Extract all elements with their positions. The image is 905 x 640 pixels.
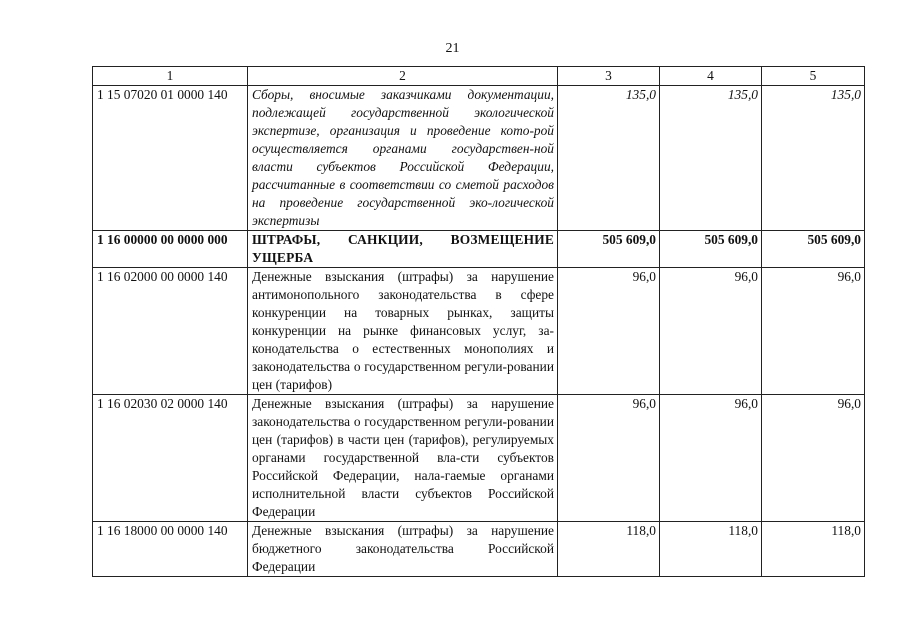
row-code: 1 15 07020 01 0000 140 <box>93 86 248 231</box>
row-description: Денежные взыскания (штрафы) за нарушение законодательства о государственном регули-ровании цен (тарифов) в части цен (тарифов), регулируемых органами государственной вла-сти субъектов Российской Федерации, нала-гаемые органами исполнительной власти субъектов Российской Федерации <box>248 395 558 522</box>
page-number: 21 <box>445 41 460 56</box>
column-header-2: 2 <box>248 67 558 86</box>
column-header-3: 3 <box>558 67 660 86</box>
column-header-1: 1 <box>93 67 248 86</box>
row-value-col3: 505 609,0 <box>558 231 660 268</box>
row-value-col5: 96,0 <box>762 395 865 522</box>
column-header-4: 4 <box>660 67 762 86</box>
row-code: 1 16 00000 00 0000 000 <box>93 231 248 268</box>
row-description: Денежные взыскания (штрафы) за нарушение антимонопольного законодательства в сфере конкуренции на товарных рынках, защиты конкуренции на рынке финансовых услуг, за-конодательства о естественных монополиях и законодательства о государственном регули-ровании цен (тарифов) <box>248 268 558 395</box>
table-row <box>93 86 865 231</box>
row-value-col4: 135,0 <box>660 86 762 231</box>
row-value-col3: 135,0 <box>558 86 660 231</box>
row-value-col4: 96,0 <box>660 395 762 522</box>
table-header-row <box>93 67 865 86</box>
row-code: 1 16 18000 00 0000 140 <box>93 522 248 577</box>
row-value-col5: 135,0 <box>762 86 865 231</box>
row-code: 1 16 02030 02 0000 140 <box>93 395 248 522</box>
row-value-col4: 96,0 <box>660 268 762 395</box>
row-value-col3: 118,0 <box>558 522 660 577</box>
table-row <box>93 231 865 268</box>
row-value-col4: 505 609,0 <box>660 231 762 268</box>
row-value-col5: 505 609,0 <box>762 231 865 268</box>
row-value-col3: 96,0 <box>558 268 660 395</box>
row-description: Сборы, вносимые заказчиками документации, подлежащей государственной экологической экспертизе, организация и проведение кото-рой осуществляется органами государствен-ной власти субъектов Российской Федерации, рассчитанные в соответствии со сметой расходов на проведение государственной эко-логической экспертизы <box>248 86 558 231</box>
budget-table <box>92 66 865 577</box>
row-value-col4: 118,0 <box>660 522 762 577</box>
row-description: Денежные взыскания (штрафы) за нарушение бюджетного законодательства Российской Федерации <box>248 522 558 577</box>
row-value-col5: 96,0 <box>762 268 865 395</box>
row-value-col3: 96,0 <box>558 395 660 522</box>
row-value-col5: 118,0 <box>762 522 865 577</box>
table-row <box>93 522 865 577</box>
table-row <box>93 395 865 522</box>
row-description: ШТРАФЫ, САНКЦИИ, ВОЗМЕЩЕНИЕ УЩЕРБА <box>248 231 558 268</box>
column-header-5: 5 <box>762 67 865 86</box>
table-row <box>93 268 865 395</box>
row-code: 1 16 02000 00 0000 140 <box>93 268 248 395</box>
